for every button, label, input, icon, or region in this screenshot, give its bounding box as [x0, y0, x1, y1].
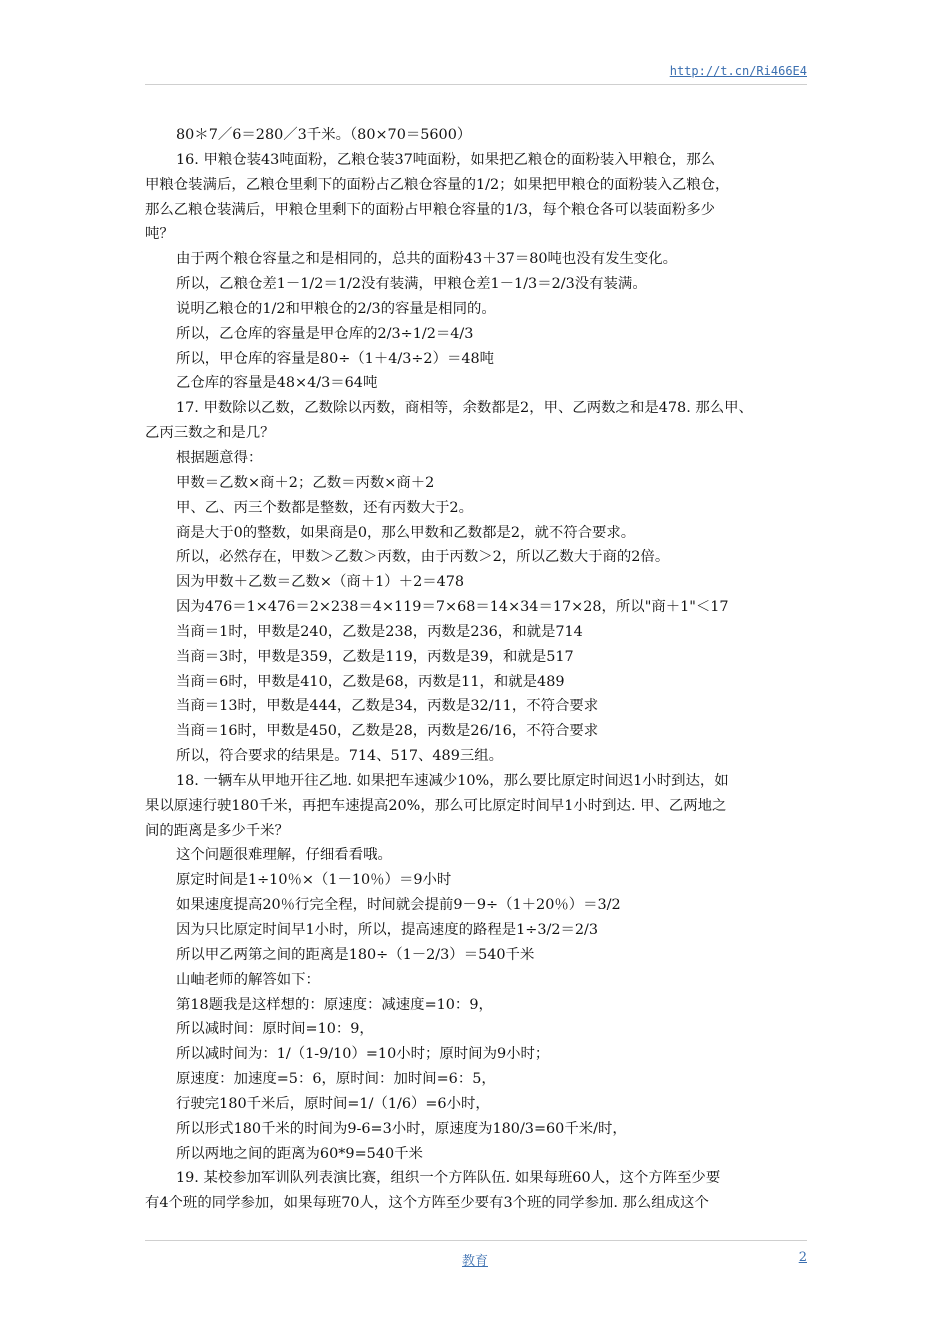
- text-line: 因为476＝1×476＝2×238＝4×119＝7×68＝14×34＝17×28，所以"商＋1"＜17: [176, 599, 729, 616]
- text-line: 因为只比原定时间早1小时，所以，提高速度的路程是1÷3/2＝2/3: [176, 922, 599, 938]
- text-line: 山岫老师的解答如下：: [176, 971, 320, 988]
- text-line: 甲、乙、丙三个数都是整数，还有丙数大于2。: [176, 499, 473, 516]
- text-line: 间的距离是多少千米？: [145, 822, 289, 839]
- text-line: 17. 甲数除以乙数，乙数除以丙数，商相等，余数都是2，甲、乙两数之和是478. 那么甲、: [176, 400, 753, 417]
- text-line: 因为甲数＋乙数＝乙数×（商＋1）＋2＝478: [176, 574, 465, 591]
- text-line: 当商＝1时，甲数是240，乙数是238，丙数是236，和就是714: [176, 623, 583, 640]
- text-line: 如果速度提高20％行完全程，时间就会提前9－9÷（1＋20％）＝3/2: [176, 897, 621, 914]
- text-line: 当商＝13时，甲数是444，乙数是34，丙数是32/11，不符合要求: [176, 698, 599, 715]
- header-divider: [145, 84, 807, 85]
- text-line: 当商＝6时，甲数是410，乙数是68，丙数是11，和就是489: [176, 673, 565, 690]
- text-line: 19. 某校参加军训队列表演比赛，组织一个方阵队伍. 如果每班60人，这个方阵至少要: [176, 1170, 721, 1187]
- text-line: 所以两地之间的距离为60*9=540千米: [176, 1145, 423, 1162]
- text-line: 原速度：加速度=5：6，原时间：加时间=6：5，: [176, 1071, 496, 1088]
- footer-link[interactable]: 教育: [461, 1254, 488, 1269]
- text-line: 所以，乙粮仓差1－1/2＝1/2没有装满，甲粮仓差1－1/3＝2/3没有装满。: [176, 276, 647, 293]
- text-line: 乙仓库的容量是48×4/3＝64吨: [176, 375, 378, 392]
- header-link[interactable]: http://t.cn/Ri466E4: [669, 64, 807, 78]
- text-line: 根据题意得：: [176, 449, 263, 466]
- text-line: 所以甲乙两第之间的距离是180÷（1－2/3）＝540千米: [176, 946, 535, 963]
- text-line: 16. 甲粮仓装43吨面粉，乙粮仓装37吨面粉，如果把乙粮仓的面粉装入甲粮仓，那么: [176, 151, 715, 168]
- text-line: 所以减时间：原时间=10：9，: [176, 1021, 374, 1038]
- text-line: 当商＝3时，甲数是359，乙数是119，丙数是39，和就是517: [176, 648, 574, 665]
- text-line: 果以原速行驶180千米，再把车速提高20%，那么可比原定时间早1小时到达. 甲、乙两地之: [145, 797, 727, 814]
- text-line: 行驶完180千米后，原时间=1/（1/6）=6小时，: [176, 1095, 490, 1112]
- text-line: 商是大于0的整数，如果商是0，那么甲数和乙数都是2，就不符合要求。: [176, 524, 636, 541]
- text-line: 所以形式180千米的时间为9-6=3小时，原速度为180/3=60千米/时，: [176, 1120, 627, 1137]
- text-line: 80＊7／6＝280／3千米。（80×70＝5600）: [176, 127, 472, 143]
- text-line: 吨？: [145, 226, 174, 243]
- text-line: 那么乙粮仓装满后，甲粮仓里剩下的面粉占甲粮仓容量的1/3，每个粮仓各可以装面粉多少: [145, 201, 716, 218]
- text-line: 第18题我是这样想的：原速度：减速度=10：9，: [176, 996, 493, 1013]
- text-line: 所以，符合要求的结果是。714、517、489三组。: [176, 748, 504, 765]
- text-line: 乙丙三数之和是几？: [145, 425, 275, 442]
- text-line: 所以，甲仓库的容量是80÷（1＋4/3÷2）＝48吨: [176, 350, 495, 367]
- text-line: 这个问题很难理解，仔细看看哦。: [176, 847, 392, 864]
- text-line: 所以，乙仓库的容量是甲仓库的2/3÷1/2＝4/3: [176, 325, 474, 342]
- text-line: 原定时间是1÷10％×（1－10％）＝9小时: [176, 872, 452, 889]
- page-number: 2: [798, 1250, 807, 1265]
- text-line: 18. 一辆车从甲地开往乙地. 如果把车速减少10%，那么要比原定时间迟1小时到达，如: [176, 772, 729, 789]
- text-line: 所以减时间为：1/（1-9/10）=10小时；原时间为9小时；: [176, 1046, 550, 1063]
- text-line: 当商＝16时，甲数是450，乙数是28，丙数是26/16，不符合要求: [176, 723, 599, 740]
- text-line: 说明乙粮仓的1/2和甲粮仓的2/3的容量是相同的。: [176, 300, 496, 317]
- text-line: 甲数＝乙数×商＋2；乙数＝丙数×商＋2: [176, 474, 435, 491]
- document-body: [145, 123, 807, 1216]
- text-line: 所以，必然存在，甲数＞乙数＞丙数，由于丙数＞2，所以乙数大于商的2倍。: [176, 549, 670, 566]
- footer-divider: [145, 1240, 807, 1241]
- text-line: 有4个班的同学参加，如果每班70人，这个方阵至少要有3个班的同学参加. 那么组成这个: [145, 1195, 709, 1212]
- text-line: 由于两个粮仓容量之和是相同的，总共的面粉43＋37＝80吨也没有发生变化。: [176, 251, 678, 268]
- text-line: 甲粮仓装满后，乙粮仓里剩下的面粉占乙粮仓容量的1/2；如果把甲粮仓的面粉装入乙粮仓，: [145, 176, 730, 193]
